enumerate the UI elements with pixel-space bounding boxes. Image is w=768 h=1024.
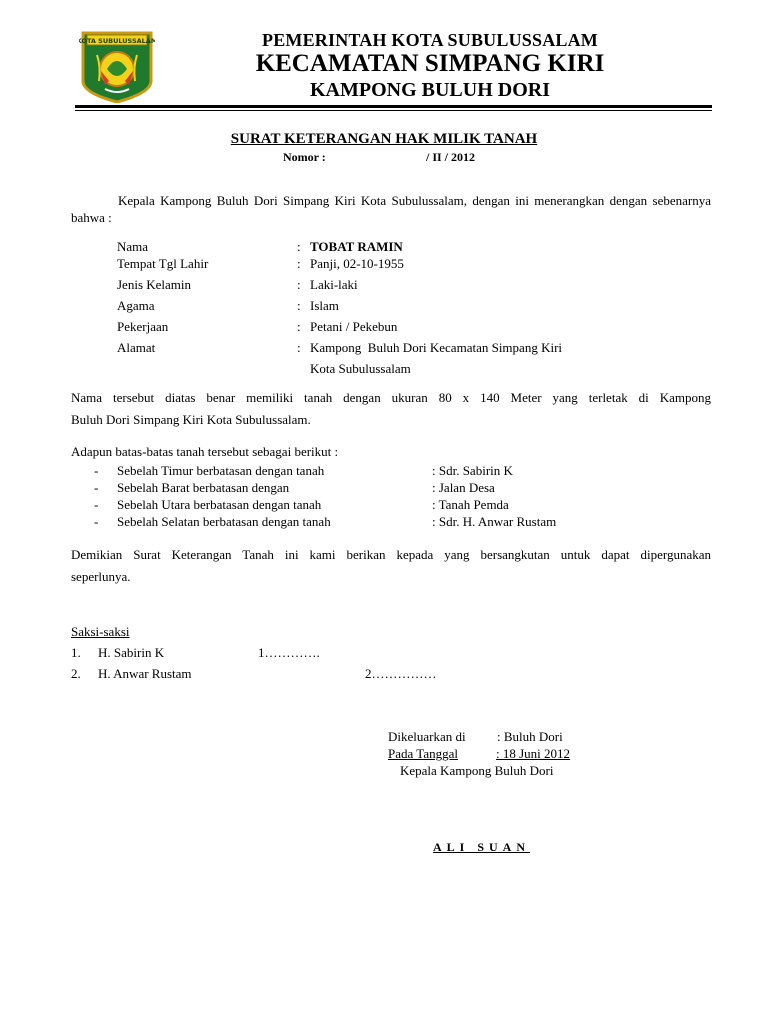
bio-label-jenis-kelamin: Jenis Kelamin [117, 277, 192, 292]
nomor-value: / II / 2012 [426, 150, 476, 164]
statement-line-2: Buluh Dori Simpang Kiri Kota Subulussalam. [71, 412, 311, 427]
witness-1-name: H. Sabirin K [98, 645, 165, 660]
witness-2-number: 2. [71, 666, 81, 681]
bio-colon: : [297, 277, 301, 292]
witness-2-name: H. Anwar Rustam [98, 666, 192, 681]
boundary-north: Sebelah Utara berbatasan dengan tanah [117, 497, 322, 512]
bio-value-pekerjaan: Petani / Pekebun [310, 319, 398, 334]
header-divider-thin [75, 110, 712, 111]
list-bullet: - [94, 497, 99, 512]
witnesses-heading: Saksi-saksi [71, 624, 130, 639]
bio-value-nama: TOBAT RAMIN [310, 239, 403, 254]
bio-label-pekerjaan: Pekerjaan [117, 319, 169, 334]
logo-text: KOTA SUBULUSSALAM [79, 37, 155, 45]
statement-line-1: Nama tersebut diatas benar memiliki tanah dengan ukuran 80 x 140 Meter yang terletak di Kampong [71, 390, 711, 405]
boundary-east: Sebelah Timur berbatasan dengan tanah [117, 463, 325, 478]
list-bullet: - [94, 480, 99, 495]
boundary-north-value: : Tanah Pemda [432, 497, 509, 512]
bio-value-ttl: Panji, 02-10-1955 [310, 256, 404, 271]
boundary-east-value: : Sdr. Sabirin K [432, 463, 513, 478]
district-heading: KECAMATAN SIMPANG KIRI [255, 50, 605, 77]
issued-place-label: Dikeluarkan di [388, 729, 466, 744]
bio-colon: : [297, 239, 301, 254]
document-title: SURAT KETERANGAN HAK MILIK TANAH [230, 131, 538, 147]
bio-colon: : [297, 340, 301, 355]
bio-label-alamat: Alamat [117, 340, 156, 355]
boundary-west: Sebelah Barat berbatasan dengan [117, 480, 290, 495]
issuer-position: Kepala Kampong Buluh Dori [400, 763, 554, 778]
boundary-west-value: : Jalan Desa [432, 480, 495, 495]
header-divider-thick [75, 105, 712, 108]
issued-date-label: Pada Tanggal [388, 746, 458, 761]
bio-colon: : [297, 256, 301, 271]
list-bullet: - [94, 463, 99, 478]
bio-label-nama: Nama [117, 239, 149, 254]
boundaries-intro: Adapun batas-batas tanah tersebut sebagai berikut : [71, 444, 339, 459]
witness-1-number: 1. [71, 645, 81, 660]
nomor-label: Nomor : [283, 150, 326, 164]
bio-value-jenis-kelamin: Laki-laki [310, 277, 358, 292]
boundary-south: Sebelah Selatan berbatasan dengan tanah [117, 514, 331, 529]
closing-line-1: Demikian Surat Keterangan Tanah ini kami berikan kepada yang bersangkutan untuk dapat dipergunakan [71, 547, 711, 562]
witness-2-signature-line: 2…………… [365, 666, 437, 681]
closing-line-2: seperlunya. [71, 569, 131, 584]
bio-label-agama: Agama [117, 298, 155, 313]
witness-1-signature-line: 1…………. [258, 645, 320, 660]
issued-date-value: : 18 Juni 2012 [496, 746, 571, 761]
bio-value-alamat: Kampong Buluh Dori Kecamatan Simpang Kiri [310, 340, 563, 355]
village-heading: KAMPONG BULUH DORI [310, 79, 550, 101]
bio-colon: : [297, 319, 301, 334]
bio-colon: : [297, 298, 301, 313]
bio-value-agama: Islam [310, 298, 339, 313]
issued-place-value: : Buluh Dori [497, 729, 563, 744]
bio-label-ttl: Tempat Tgl Lahir [117, 256, 209, 271]
government-heading: PEMERINTAH KOTA SUBULUSSALAM [262, 30, 598, 50]
city-emblem-logo [79, 31, 155, 103]
signatory-name: ALI SUAN [433, 840, 531, 854]
boundary-south-value: : Sdr. H. Anwar Rustam [432, 514, 557, 529]
intro-paragraph: Kepala Kampong Buluh Dori Simpang Kiri Kota Subulussalam, dengan ini menerangkan dengan sebenarnya bahwa : [71, 193, 711, 225]
list-bullet: - [94, 514, 99, 529]
bio-value-alamat-line2: Kota Subulussalam [310, 361, 411, 376]
